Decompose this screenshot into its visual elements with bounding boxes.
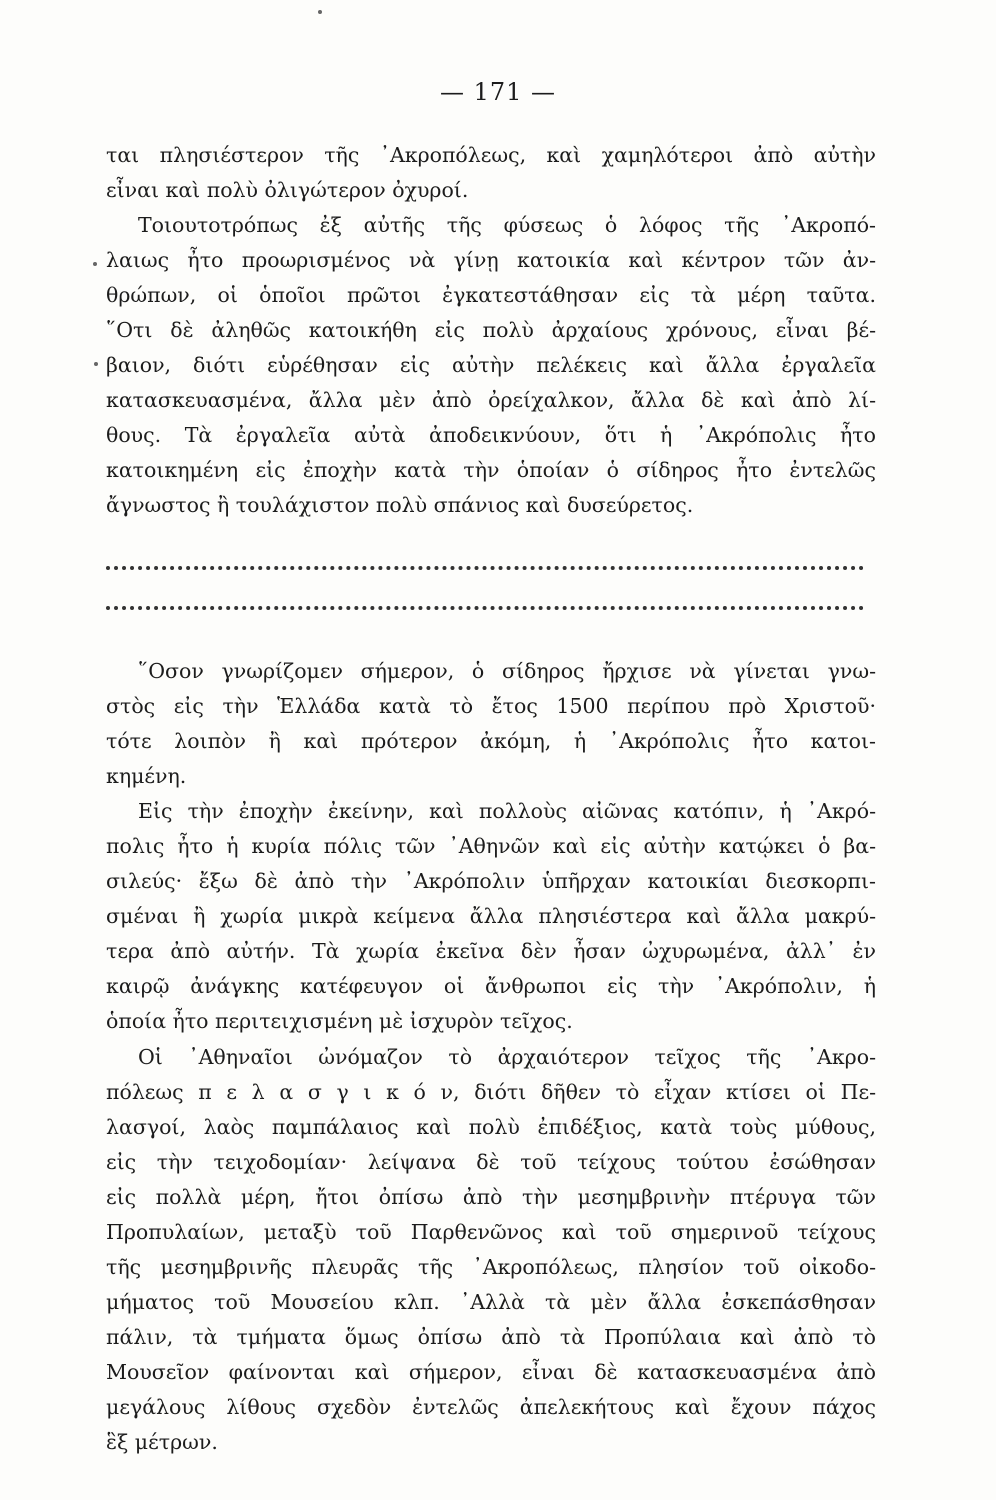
text-line: θους. Τὰ ἐργαλεῖα αὐτὰ ἀποδεικνύουν, ὅτι ἡ ᾿Ακρόπολις ἦτο — [106, 423, 876, 447]
text-line: λασγοί, λαὸς παμπάλαιος καὶ πολὺ ἐπιδέξιος, κατὰ τοὺς μύθους, — [106, 1115, 876, 1139]
paper-speck — [93, 262, 97, 266]
paper-speck — [318, 10, 322, 14]
paragraph-2 — [106, 208, 876, 523]
text-line: πάλιν, τὰ τμήματα ὅμως ὀπίσω ἀπὸ τὰ Προπύλαια καὶ ἀπὸ τὸ — [106, 1325, 876, 1349]
ellipsis-separator — [106, 566, 864, 570]
text-line: πόλεως π ε λ α σ γ ι κ ό ν, διότι δῆθεν τὸ εἶχαν κτίσει οἱ Πε- — [106, 1080, 876, 1104]
text-line: ται πλησιέστερον τῆς ᾿Ακροπόλεως, καὶ χαμηλότεροι ἀπὸ αὐτὴν — [106, 143, 876, 167]
text-line: βαιον, διότι εὑρέθησαν εἰς αὐτὴν πελέκεις καὶ ἄλλα ἐργαλεῖα — [106, 353, 876, 377]
text-line: Μουσεῖον φαίνονται καὶ σήμερον, εἶναι δὲ κατασκευασμένα ἀπὸ — [106, 1360, 876, 1384]
text-line: θρώπων, οἱ ὁποῖοι πρῶτοι ἐγκατεστάθησαν εἰς τὰ μέρη ταῦτα. — [106, 283, 876, 307]
text-line: εἶναι καὶ πολὺ ὀλιγώτερον ὀχυροί. — [106, 178, 469, 202]
text-line: κατασκευασμένα, ἄλλα μὲν ἀπὸ ὀρείχαλκον, ἄλλα δὲ καὶ ἀπὸ λί- — [106, 388, 876, 412]
text-line: κημένη. — [106, 764, 187, 788]
text-line: Τοιουτοτρόπως ἐξ αὐτῆς τῆς φύσεως ὁ λόφος τῆς ᾿Ακροπό- — [138, 213, 876, 237]
text-line: Οἱ ᾿Αθηναῖοι ὠνόμαζον τὸ ἀρχαιότερον τεῖχος τῆς ᾿Ακρο- — [138, 1045, 876, 1069]
text-line: λαιως ἦτο προωρισμένος νὰ γίνῃ κατοικία καὶ κέντρον τῶν ἀν- — [106, 248, 876, 272]
text-line: πολις ἦτο ἡ κυρία πόλις τῶν ᾿Αθηνῶν καὶ εἰς αὐτὴν κατῴκει ὁ βα- — [106, 834, 876, 858]
text-line: εἰς τὴν τειχοδομίαν· λείψανα δὲ τοῦ τείχους τούτου ἐσώθησαν — [106, 1150, 876, 1174]
text-line: ὁποία ἦτο περιτειχισμένη μὲ ἰσχυρὸν τεῖχος. — [106, 1009, 573, 1033]
text-line: σιλεύς· ἔξω δὲ ἀπὸ τὴν ᾿Ακρόπολιν ὑπῆρχαν κατοικίαι διεσκορπι- — [106, 869, 876, 893]
text-line: ἄγνωστος ἢ τουλάχιστον πολὺ σπάνιος καὶ δυσεύρετος. — [106, 493, 694, 517]
text-line: εἰς πολλὰ μέρη, ἤτοι ὀπίσω ἀπὸ τὴν μεσημβρινὴν πτέρυγα τῶν — [106, 1185, 876, 1209]
paragraph-5 — [106, 1040, 876, 1460]
text-line: Προπυλαίων, μεταξὺ τοῦ Παρθενῶνος καὶ τοῦ σημερινοῦ τείχους — [106, 1220, 876, 1244]
text-line: ἓξ μέτρων. — [106, 1430, 218, 1454]
text-line: Εἰς τὴν ἐποχὴν ἐκείνην, καὶ πολλοὺς αἰῶνας κατόπιν, ἡ ᾿Ακρό- — [138, 799, 876, 823]
ellipsis-separator — [106, 606, 864, 610]
text-line: στὸς εἰς τὴν Ἑλλάδα κατὰ τὸ ἔτος 1500 περίπου πρὸ Χριστοῦ· — [106, 694, 876, 718]
text-line: τῆς μεσημβρινῆς πλευρᾶς τῆς ᾿Ακροπόλεως, πλησίον τοῦ οἰκοδο- — [106, 1255, 876, 1279]
text-line: μήματος τοῦ Μουσείου κλπ. ᾿Αλλὰ τὰ μὲν ἄλλα ἐσκεπάσθησαν — [106, 1290, 876, 1314]
paper-speck — [94, 362, 98, 366]
text-line: ῞Οτι δὲ ἀληθῶς κατοικήθη εἰς πολὺ ἀρχαίους χρόνους, εἶναι βέ- — [106, 318, 876, 342]
text-line: καιρῷ ἀνάγκης κατέφευγον οἱ ἄνθρωποι εἰς τὴν ᾿Ακρόπολιν, ἡ — [106, 974, 876, 998]
page-number: — 171 — — [439, 78, 557, 106]
text-line: μεγάλους λίθους σχεδὸν ἐντελῶς ἀπελεκήτους καὶ ἔχουν πάχος — [106, 1395, 876, 1419]
text-line: τερα ἀπὸ αὐτήν. Τὰ χωρία ἐκεῖνα δὲν ἦσαν ὠχυρωμένα, ἀλλ᾿ ἐν — [106, 939, 876, 963]
text-line: ῞Οσον γνωρίζομεν σήμερον, ὁ σίδηρος ἤρχισε νὰ γίνεται γνω- — [138, 659, 876, 683]
text-line: κατοικημένη εἰς ἐποχὴν κατὰ τὴν ὁποίαν ὁ σίδηρος ἦτο ἐντελῶς — [106, 458, 876, 482]
paragraph-1 — [106, 138, 876, 208]
text-line: σμέναι ἢ χωρία μικρὰ κείμενα ἄλλα πλησιέστερα καὶ ἄλλα μακρύ- — [106, 904, 876, 928]
text-line: τότε λοιπὸν ἢ καὶ πρότερον ἀκόμη, ἡ ᾿Ακρόπολις ἦτο κατοι- — [106, 729, 876, 753]
paragraph-4 — [106, 794, 876, 1039]
paragraph-3 — [106, 654, 876, 794]
